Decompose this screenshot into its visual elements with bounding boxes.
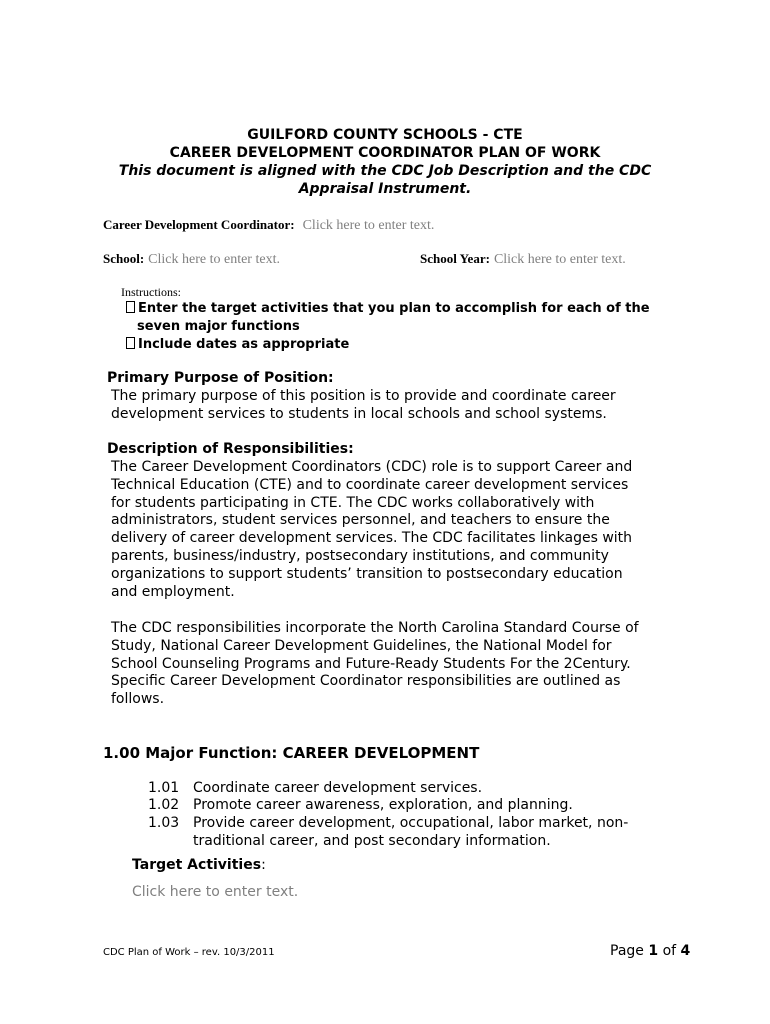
instructions-title: Instructions: [121,285,181,299]
target-activities-input[interactable]: Click here to enter text. [132,884,299,900]
school-row [103,250,280,268]
doc-title: GUILFORD COUNTY SCHOOLS - CTE [247,127,523,143]
doc-alignment-note: This document is aligned with the CDC Job Description and the CDC [118,163,652,179]
function-item-number: 1.03 [148,815,180,831]
major-function-heading: 1.00 Major Function: CAREER DEVELOPMENT [103,744,480,762]
coordinator-label: Career Development Coordinator: [103,217,295,232]
function-item-number: 1.01 [148,780,180,796]
checkbox-icon [126,337,135,349]
instruction-item-cont: seven major functions [137,319,300,334]
footer-revision: CDC Plan of Work – rev. 10/3/2011 [103,947,275,958]
responsibilities-paragraph-1: The Career Development Coordinators (CDC) role is to support Career and Technical Education (CTE) and to coordinate career development services for students participating in CTE. The CDC works collaboratively with administrators, student services personnel, and teachers to ensure the delivery of career development services. The CDC facilitates linkages with parents, business/industry, postsecondary institutions, and community organizations to support students’ transition to postsecondary education and employment. [111,459,633,600]
page-indicator: Page 1 of 4 [610,943,691,959]
school-year-row [420,250,626,268]
function-item-text: Promote career awareness, exploration, and planning. [193,797,573,813]
instruction-item: Enter the target activities that you plan to accomplish for each of the [126,301,650,316]
school-year-label: School Year: [420,251,490,266]
responsibilities-heading: Description of Responsibilities: [107,441,354,457]
function-item-text: Coordinate career development services. [193,780,483,796]
school-label: School: [103,251,145,266]
school-year-input[interactable]: Click here to enter text. [493,252,626,267]
responsibilities-paragraph-2: The CDC responsibilities incorporate the North Carolina Standard Course of Study, National Career Development Guidelines, the National Model for School Counseling Programs and Future-Ready Students For the 2Century. Specific Career Development Coordinator responsibilities are outlined as follows. [111,620,639,708]
coordinator-row [103,216,434,234]
target-activities-row: Target Activities: [132,857,266,873]
school-input[interactable]: Click here to enter text. [148,252,280,267]
purpose-heading: Primary Purpose of Position: [107,370,334,386]
function-item-text: Provide career development, occupational, labor market, non-traditional career, and post secondary information. [193,815,629,849]
checkbox-icon [126,301,135,313]
instruction-item: Include dates as appropriate [126,337,349,352]
target-activities-label: Target Activities [132,857,262,873]
purpose-text: The primary purpose of this position is to provide and coordinate career development services to students in local schools and school systems. [111,388,616,422]
doc-subtitle: CAREER DEVELOPMENT COORDINATOR PLAN OF WORK [169,145,601,161]
function-item-number: 1.02 [148,797,180,813]
doc-alignment-note-cont: Appraisal Instrument. [298,181,472,197]
coordinator-input[interactable]: Click here to enter text. [302,218,435,233]
